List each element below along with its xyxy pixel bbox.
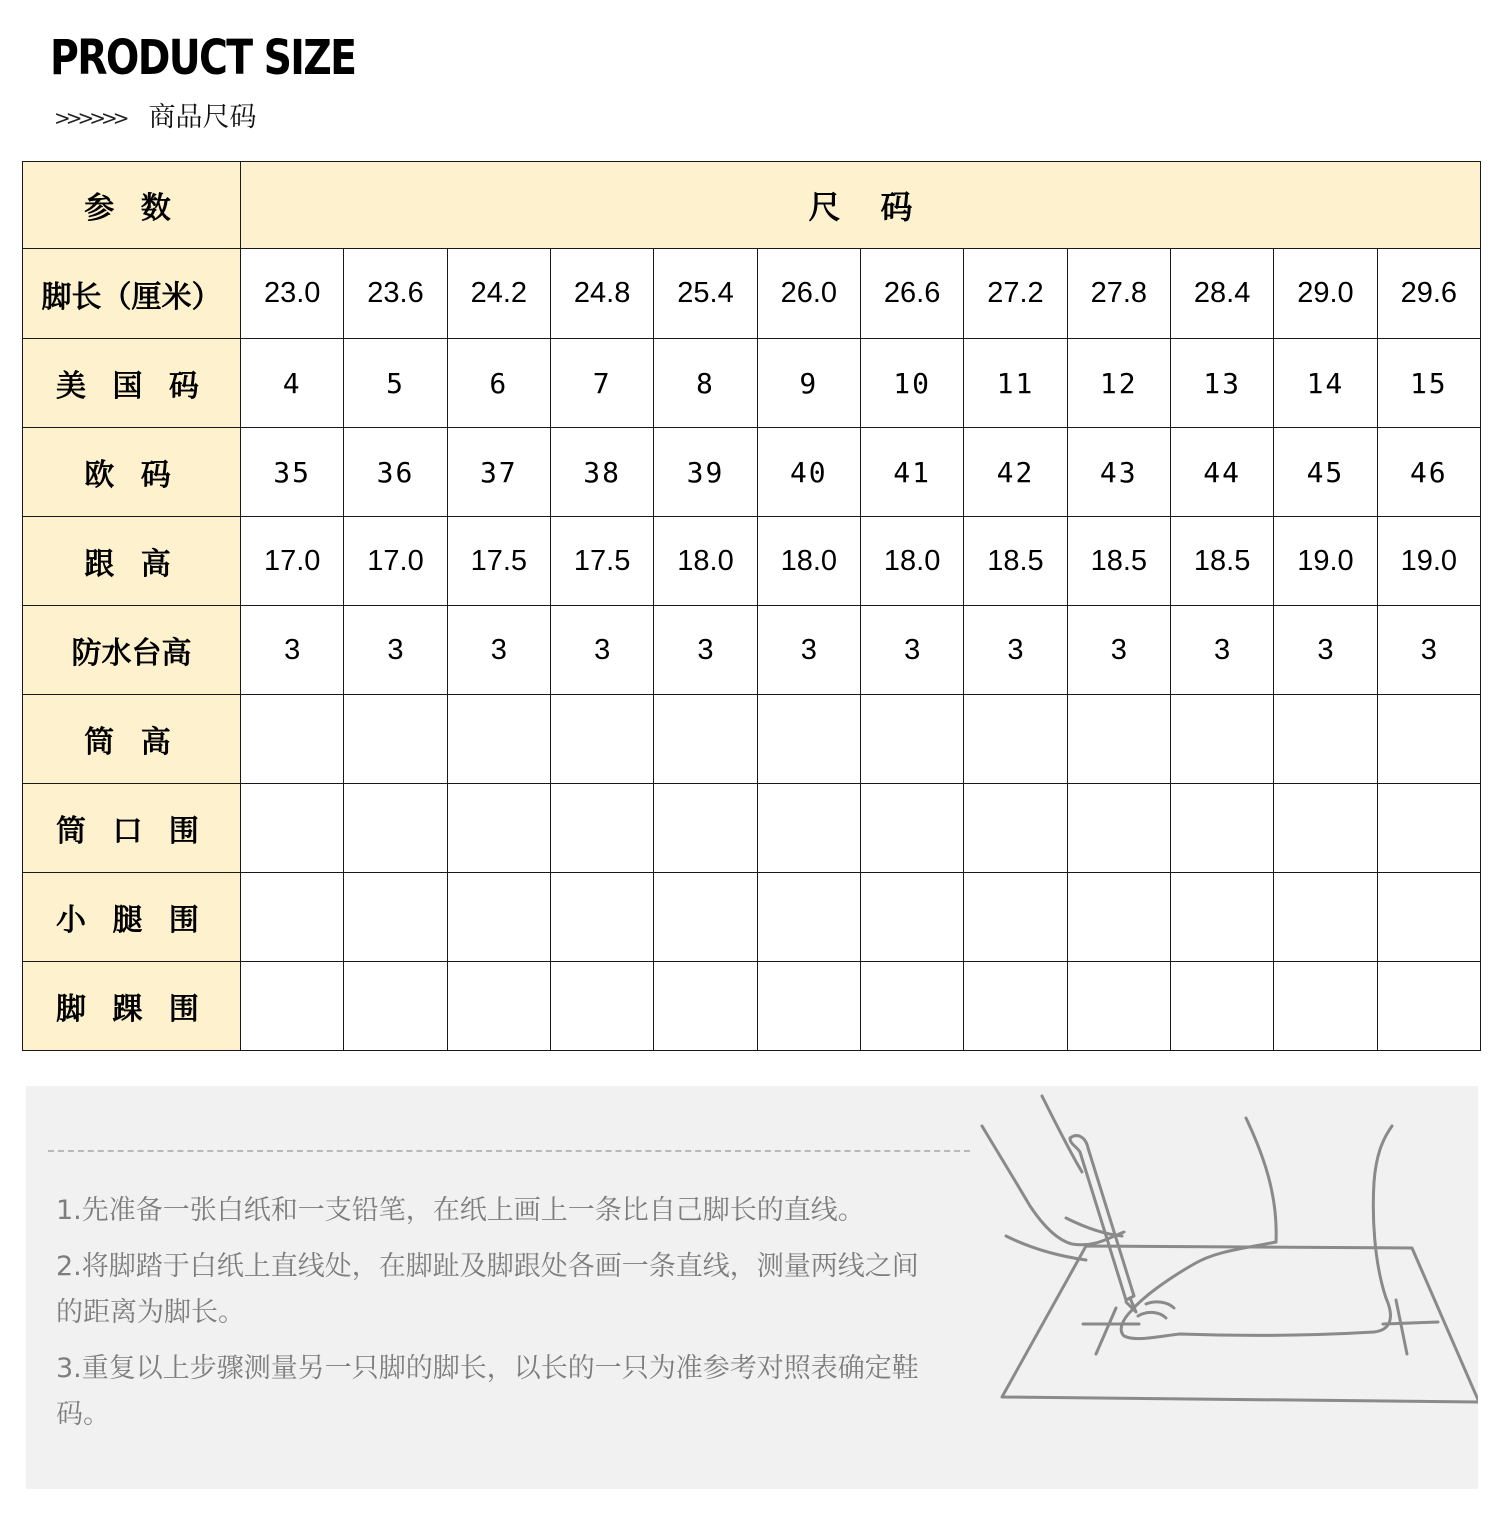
- cell-shaft-opening: [1377, 784, 1480, 873]
- table-row: [23, 249, 1481, 339]
- cell-ankle-circumference: [550, 962, 653, 1051]
- cell-eu-size: 43: [1067, 428, 1170, 517]
- cell-us-size: 6: [447, 339, 550, 428]
- row-label-shaft-opening: 筒 口 围: [23, 784, 241, 873]
- cell-foot-length: 26.6: [860, 249, 963, 339]
- subtitle-row: [54, 98, 257, 138]
- row-label-platform-height: 防水台高: [23, 606, 241, 695]
- cell-foot-length: 29.0: [1274, 249, 1377, 339]
- cell-platform-height: 3: [1170, 606, 1273, 695]
- cell-foot-length: 23.6: [344, 249, 447, 339]
- step-2: 2.将脚踏于白纸上直线处，在脚趾及脚跟处各画一条直线，测量两线之间的距离为脚长。: [56, 1251, 919, 1328]
- cell-eu-size: 35: [241, 428, 344, 517]
- row-label-shaft-height: 筒 高: [23, 695, 241, 784]
- cell-shaft-opening: [1170, 784, 1273, 873]
- cell-shaft-height: [241, 695, 344, 784]
- cell-eu-size: 45: [1274, 428, 1377, 517]
- cell-ankle-circumference: [860, 962, 963, 1051]
- cell-shaft-height: [654, 695, 757, 784]
- cell-ankle-circumference: [447, 962, 550, 1051]
- cell-shaft-height: [550, 695, 653, 784]
- cell-calf-circumference: [964, 873, 1067, 962]
- cell-us-size: 14: [1274, 339, 1377, 428]
- cell-heel-height: 19.0: [1377, 517, 1480, 606]
- table-header-row: [23, 162, 1481, 249]
- cell-foot-length: 24.8: [550, 249, 653, 339]
- row-label-calf-circumference: 小 腿 围: [23, 873, 241, 962]
- cell-us-size: 8: [654, 339, 757, 428]
- cell-platform-height: 3: [1067, 606, 1170, 695]
- cell-shaft-height: [1170, 695, 1273, 784]
- cell-calf-circumference: [757, 873, 860, 962]
- subtitle: 商品尺码: [148, 102, 257, 133]
- dashed-divider: [48, 1150, 970, 1152]
- cell-ankle-circumference: [1170, 962, 1273, 1051]
- cell-platform-height: 3: [447, 606, 550, 695]
- cell-heel-height: 19.0: [1274, 517, 1377, 606]
- table-row: [23, 873, 1481, 962]
- cell-heel-height: 18.5: [964, 517, 1067, 606]
- cell-foot-length: 27.8: [1067, 249, 1170, 339]
- cell-platform-height: 3: [757, 606, 860, 695]
- measurement-guide: [26, 1086, 1478, 1489]
- cell-eu-size: 42: [964, 428, 1067, 517]
- size-table: [22, 161, 1481, 1051]
- cell-foot-length: 23.0: [241, 249, 344, 339]
- cell-eu-size: 39: [654, 428, 757, 517]
- cell-platform-height: 3: [241, 606, 344, 695]
- cell-shaft-opening: [860, 784, 963, 873]
- cell-shaft-opening: [344, 784, 447, 873]
- cell-us-size: 10: [860, 339, 963, 428]
- cell-heel-height: 17.0: [344, 517, 447, 606]
- cell-eu-size: 38: [550, 428, 653, 517]
- cell-calf-circumference: [447, 873, 550, 962]
- cell-us-size: 13: [1170, 339, 1273, 428]
- cell-shaft-opening: [1067, 784, 1170, 873]
- cell-calf-circumference: [1274, 873, 1377, 962]
- table-row: [23, 784, 1481, 873]
- cell-shaft-height: [757, 695, 860, 784]
- cell-us-size: 12: [1067, 339, 1170, 428]
- cell-heel-height: 18.0: [654, 517, 757, 606]
- cell-shaft-opening: [1274, 784, 1377, 873]
- cell-heel-height: 18.5: [1170, 517, 1273, 606]
- cell-eu-size: 36: [344, 428, 447, 517]
- cell-platform-height: 3: [860, 606, 963, 695]
- cell-foot-length: 26.0: [757, 249, 860, 339]
- cell-calf-circumference: [344, 873, 447, 962]
- cell-shaft-opening: [550, 784, 653, 873]
- cell-calf-circumference: [654, 873, 757, 962]
- cell-shaft-opening: [757, 784, 860, 873]
- cell-us-size: 7: [550, 339, 653, 428]
- row-label-ankle-circumference: 脚 踝 围: [23, 962, 241, 1051]
- cell-eu-size: 37: [447, 428, 550, 517]
- cell-shaft-opening: [654, 784, 757, 873]
- cell-ankle-circumference: [1067, 962, 1170, 1051]
- row-label-us-size: 美 国 码: [23, 339, 241, 428]
- cell-ankle-circumference: [654, 962, 757, 1051]
- cell-ankle-circumference: [1274, 962, 1377, 1051]
- cell-shaft-opening: [447, 784, 550, 873]
- cell-calf-circumference: [860, 873, 963, 962]
- cell-platform-height: 3: [550, 606, 653, 695]
- cell-platform-height: 3: [654, 606, 757, 695]
- measurement-steps: [56, 1188, 936, 1448]
- cell-foot-length: 28.4: [1170, 249, 1273, 339]
- cell-shaft-height: [447, 695, 550, 784]
- cell-calf-circumference: [550, 873, 653, 962]
- cell-calf-circumference: [1067, 873, 1170, 962]
- table-row: [23, 606, 1481, 695]
- cell-shaft-height: [1067, 695, 1170, 784]
- cell-heel-height: 17.5: [447, 517, 550, 606]
- cell-heel-height: 18.5: [1067, 517, 1170, 606]
- row-label-heel-height: 跟 高: [23, 517, 241, 606]
- step-3: 3.重复以上步骤测量另一只脚的脚长，以长的一只为准参考对照表确定鞋码。: [56, 1353, 919, 1430]
- table-row: [23, 428, 1481, 517]
- table-row: [23, 339, 1481, 428]
- cell-eu-size: 46: [1377, 428, 1480, 517]
- cell-calf-circumference: [1170, 873, 1273, 962]
- cell-eu-size: 40: [757, 428, 860, 517]
- page-title: PRODUCT SIZE: [50, 30, 356, 86]
- table-row: [23, 962, 1481, 1051]
- cell-us-size: 5: [344, 339, 447, 428]
- table-row: [23, 695, 1481, 784]
- cell-us-size: 9: [757, 339, 860, 428]
- cell-ankle-circumference: [344, 962, 447, 1051]
- cell-us-size: 11: [964, 339, 1067, 428]
- cell-foot-length: 29.6: [1377, 249, 1480, 339]
- cell-shaft-opening: [964, 784, 1067, 873]
- step-1: 1.先准备一张白纸和一支铅笔，在纸上画上一条比自己脚长的直线。: [56, 1195, 865, 1226]
- cell-ankle-circumference: [1377, 962, 1480, 1051]
- cell-platform-height: 3: [1377, 606, 1480, 695]
- row-label-foot-length: 脚长（厘米）: [23, 249, 241, 339]
- cell-shaft-height: [1274, 695, 1377, 784]
- cell-platform-height: 3: [1274, 606, 1377, 695]
- cell-platform-height: 3: [964, 606, 1067, 695]
- cell-shaft-opening: [241, 784, 344, 873]
- chevrons-right-icon: >>>>>>: [54, 106, 125, 130]
- cell-shaft-height: [1377, 695, 1480, 784]
- cell-heel-height: 17.5: [550, 517, 653, 606]
- size-header: 尺码: [241, 162, 1481, 249]
- cell-eu-size: 44: [1170, 428, 1273, 517]
- cell-us-size: 15: [1377, 339, 1480, 428]
- row-label-eu-size: 欧 码: [23, 428, 241, 517]
- cell-ankle-circumference: [241, 962, 344, 1051]
- cell-ankle-circumference: [964, 962, 1067, 1051]
- cell-heel-height: 18.0: [757, 517, 860, 606]
- cell-eu-size: 41: [860, 428, 963, 517]
- cell-foot-length: 25.4: [654, 249, 757, 339]
- cell-foot-length: 27.2: [964, 249, 1067, 339]
- cell-calf-circumference: [1377, 873, 1480, 962]
- cell-heel-height: 18.0: [860, 517, 963, 606]
- cell-calf-circumference: [241, 873, 344, 962]
- parameter-header: 参 数: [23, 162, 241, 249]
- cell-ankle-circumference: [757, 962, 860, 1051]
- cell-foot-length: 24.2: [447, 249, 550, 339]
- table-row: [23, 517, 1481, 606]
- cell-platform-height: 3: [344, 606, 447, 695]
- cell-heel-height: 17.0: [241, 517, 344, 606]
- cell-shaft-height: [860, 695, 963, 784]
- cell-shaft-height: [964, 695, 1067, 784]
- cell-us-size: 4: [241, 339, 344, 428]
- cell-shaft-height: [344, 695, 447, 784]
- foot-measuring-illustration: [946, 1086, 1478, 1489]
